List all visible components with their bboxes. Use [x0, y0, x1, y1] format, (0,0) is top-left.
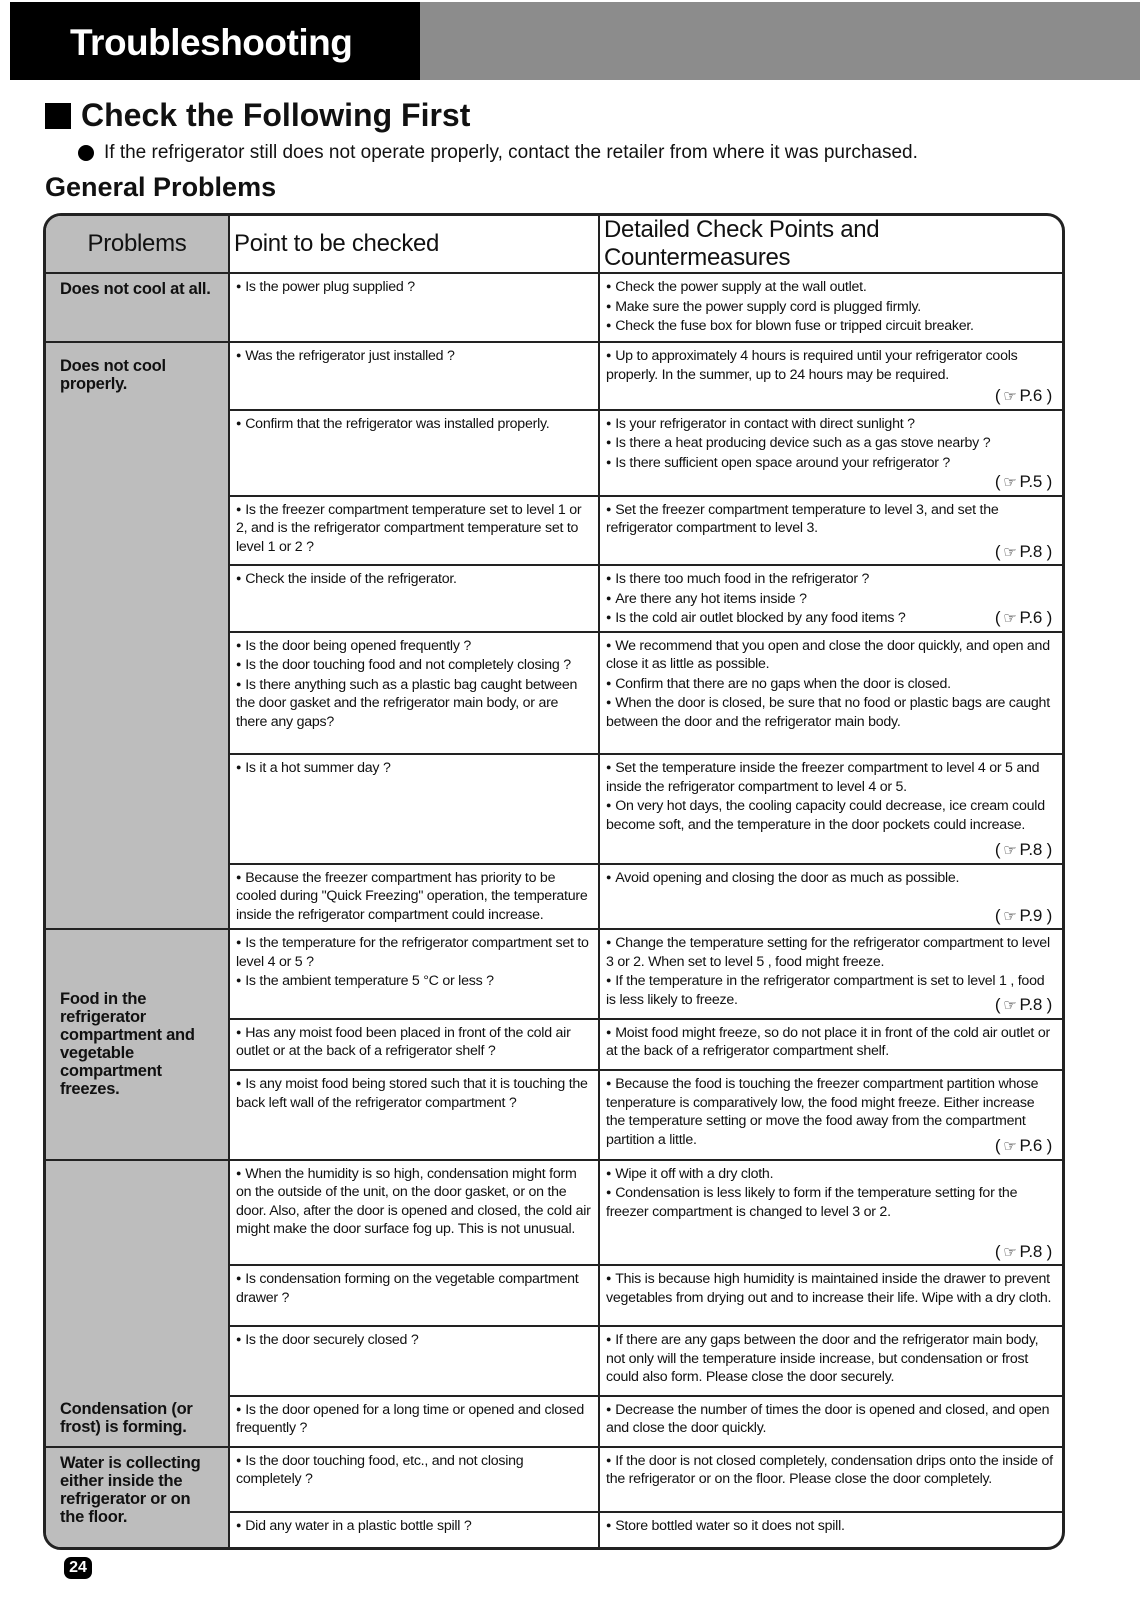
check-item: ● Is any moist food being stored such that it is touching the back left wall of the refrigerator compartment ? — [236, 1074, 592, 1112]
detail-item: ● Is the cold air outlet blocked by any food items ? — [606, 608, 1056, 628]
check-cell — [229, 1160, 599, 1265]
detail-item: ● Is there a heat producing device such as a gas stove nearby ? — [606, 433, 1056, 453]
pointing-hand-icon: ☞ — [1003, 388, 1017, 406]
check-cell — [229, 754, 599, 863]
pointing-hand-icon: ☞ — [1003, 1138, 1017, 1156]
section-title-text: Check the Following First — [81, 97, 471, 133]
check-cell — [229, 1512, 599, 1547]
problem-cell: Condensation (or frost) is forming. — [46, 1160, 229, 1447]
detail-item: ● Because the food is touching the freezer compartment partition whose tenperature is comparatively low, the food might freeze. Either increase the temperature setting or move the food away from the compartment partition a little. — [606, 1074, 1056, 1149]
check-item: ● Is there anything such as a plastic bag caught between the door gasket and the refrigerator main body, or are there any gaps? — [236, 675, 592, 732]
check-cell — [229, 1326, 599, 1395]
detail-cell — [599, 1512, 1062, 1547]
detail-item: ● This is because high humidity is maintained inside the drawer to prevent vegetables from drying out and to increase their life. Wipe with a dry cloth. — [606, 1269, 1056, 1307]
page-reference-text: P.6 — [1019, 608, 1043, 628]
page-reference: ( ☞ P.5 ) — [994, 472, 1052, 492]
page-title: Troubleshooting — [70, 22, 353, 63]
page-reference-text: P.5 — [1019, 472, 1043, 492]
detail-cell — [599, 565, 1062, 632]
check-cell — [229, 410, 599, 496]
detail-item: ● We recommend that you open and close the door quickly, and open and close it as little as possible. — [606, 636, 1056, 674]
detail-item: ● Are there any hot items inside ? — [606, 589, 1056, 609]
page-reference: ( ☞ P.8 ) — [994, 995, 1052, 1015]
table-row — [46, 273, 1062, 342]
page-reference: ( ☞ P.9 ) — [994, 905, 1052, 925]
detail-item: ● Set the temperature inside the freezer compartment to level 4 or 5 and inside the refrigerator compartment to level 4 or 5. — [606, 758, 1056, 796]
check-cell — [229, 1019, 599, 1070]
intro-note — [78, 142, 918, 164]
problem-cell: Does not cool properly. — [46, 342, 229, 929]
detail-cell — [599, 632, 1062, 755]
table-row — [46, 929, 1062, 1019]
page-reference: ( ☞ P.8 ) — [994, 541, 1052, 561]
page-reference: ( ☞ P.6 ) — [994, 1136, 1052, 1156]
detail-item: ● If there are any gaps between the door and the refrigerator main body, not only will the temperature inside increase, but condensation or frost could also form. Please close the door securely. — [606, 1330, 1056, 1387]
detail-item: ● Is there too much food in the refrigerator ? — [606, 569, 1056, 589]
pointing-hand-icon: ☞ — [1003, 842, 1017, 860]
check-item: ● Is the door being opened frequently ? — [236, 636, 592, 656]
check-item: ● Check the inside of the refrigerator. — [236, 569, 592, 589]
page-reference: ( ☞ P.6 ) — [994, 386, 1052, 406]
header-countermeasures: Detailed Check Points and Countermeasures — [599, 216, 1062, 273]
check-cell — [229, 864, 599, 929]
square-bullet-icon — [45, 103, 71, 129]
detail-item: ● If the temperature in the refrigerator compartment is set to level 1 , food is less likely to freeze. — [606, 971, 1056, 1009]
check-cell — [229, 273, 599, 342]
detail-cell — [599, 1396, 1062, 1447]
detail-item: ● Store bottled water so it does not spill. — [606, 1516, 1056, 1536]
check-item: ● Is the freezer compartment temperature set to level 1 or 2, and is the refrigerator compartment temperature set to level 1 or 2 ? — [236, 500, 592, 557]
check-cell — [229, 1396, 599, 1447]
check-cell — [229, 496, 599, 565]
problem-cell: Water is collecting either inside the refrigerator or on the floor. — [46, 1447, 229, 1547]
detail-cell — [599, 1160, 1062, 1265]
detail-item: ● If the door is not closed completely, condensation drips onto the inside of the refrigerator or on the floor. Please close the door completely. — [606, 1451, 1056, 1489]
page-reference-text: P.8 — [1019, 995, 1043, 1015]
page-reference: ( ☞ P.6 ) — [994, 608, 1052, 628]
check-item: ● Is the door securely closed ? — [236, 1330, 592, 1350]
problem-cell: Does not cool at all. — [46, 273, 229, 342]
detail-cell — [599, 342, 1062, 409]
detail-cell — [599, 929, 1062, 1019]
check-cell — [229, 1265, 599, 1326]
section-title — [45, 97, 470, 134]
check-item: ● Has any moist food been placed in front of the cold air outlet or at the back of a refrigerator shelf ? — [236, 1023, 592, 1061]
detail-item: ● Check the power supply at the wall outlet. — [606, 277, 1056, 297]
detail-item: ● Moist food might freeze, so do not place it in front of the cold air outlet or at the back of a refrigerator compartment shelf. — [606, 1023, 1056, 1061]
table-row — [46, 1447, 1062, 1512]
detail-item: ● Make sure the power supply cord is plugged firmly. — [606, 297, 1056, 317]
detail-cell — [599, 1265, 1062, 1326]
header-point-checked: Point to be checked — [229, 216, 599, 273]
detail-item: ● Set the freezer compartment temperature to level 3, and set the refrigerator compartment to level 3. — [606, 500, 1056, 538]
detail-cell — [599, 1019, 1062, 1070]
dot-bullet-icon — [78, 145, 94, 161]
detail-cell — [599, 1447, 1062, 1512]
check-item: ● Confirm that the refrigerator was installed properly. — [236, 414, 592, 434]
pointing-hand-icon: ☞ — [1003, 1243, 1017, 1261]
check-item: ● Did any water in a plastic bottle spill ? — [236, 1516, 592, 1536]
detail-item: ● Check the fuse box for blown fuse or tripped circuit breaker. — [606, 316, 1056, 336]
page-reference-text: P.9 — [1019, 905, 1043, 925]
page-number: 24 — [64, 1557, 92, 1579]
header-problems: Problems — [46, 216, 229, 273]
table-row — [46, 342, 1062, 409]
check-item: ● Because the freezer compartment has priority to be cooled during "Quick Freezing" operation, the temperature inside the refrigerator compartment could increase. — [236, 868, 592, 925]
pointing-hand-icon: ☞ — [1003, 907, 1017, 925]
detail-cell — [599, 754, 1062, 863]
detail-cell — [599, 1070, 1062, 1160]
check-item: ● When the humidity is so high, condensation might form on the outside of the unit, on the door gasket, or on the door. Also, after the door is opened and closed, the cold air might make the door surface fog up. This is not unusual. — [236, 1164, 592, 1239]
detail-cell — [599, 410, 1062, 496]
detail-item: ● Change the temperature setting for the refrigerator compartment to level 3 or 2. When set to level 5 , food might freeze. — [606, 933, 1056, 971]
page-reference-text: P.6 — [1019, 1136, 1043, 1156]
page-reference-text: P.8 — [1019, 840, 1043, 860]
check-item: ● Is the temperature for the refrigerator compartment set to level 4 or 5 ? — [236, 933, 592, 971]
detail-item: ● Wipe it off with a dry cloth. — [606, 1164, 1056, 1184]
check-item: ● Is the power plug supplied ? — [236, 277, 592, 297]
check-item: ● Is it a hot summer day ? — [236, 758, 592, 778]
subheading: General Problems — [45, 172, 277, 202]
detail-item: ● Is there sufficient open space around your refrigerator ? — [606, 453, 1056, 473]
pointing-hand-icon: ☞ — [1003, 610, 1017, 628]
detail-item: ● Is your refrigerator in contact with direct sunlight ? — [606, 414, 1056, 434]
intro-text: If the refrigerator still does not operate properly, contact the retailer from where it was purchased. — [104, 142, 918, 163]
detail-cell — [599, 864, 1062, 929]
detail-item: ● On very hot days, the cooling capacity could decrease, ice cream could become soft, and the temperature in the door pockets could increase. — [606, 796, 1056, 834]
pointing-hand-icon: ☞ — [1003, 543, 1017, 561]
check-item: ● Is the ambient temperature 5 °C or less ? — [236, 971, 592, 991]
detail-item: ● When the door is closed, be sure that no food or plastic bags are caught between the door and the refrigerator main body. — [606, 693, 1056, 731]
page-reference-text: P.8 — [1019, 541, 1043, 561]
detail-cell — [599, 273, 1062, 342]
page-reference-text: P.6 — [1019, 386, 1043, 406]
detail-item: ● Decrease the number of times the door is opened and closed, and open and close the door quickly. — [606, 1400, 1056, 1438]
check-item: ● Is condensation forming on the vegetable compartment drawer ? — [236, 1269, 592, 1307]
detail-item: ● Confirm that there are no gaps when the door is closed. — [606, 674, 1056, 694]
check-cell — [229, 1447, 599, 1512]
check-cell — [229, 1070, 599, 1160]
check-item: ● Was the refrigerator just installed ? — [236, 346, 592, 366]
page-reference-text: P.8 — [1019, 1241, 1043, 1261]
problem-cell: Food in the refrigerator compartment and vegetable compartment freezes. — [46, 929, 229, 1160]
check-cell — [229, 929, 599, 1019]
table-row — [46, 1160, 1062, 1265]
detail-cell — [599, 496, 1062, 565]
detail-cell — [599, 1326, 1062, 1395]
detail-item: ● Up to approximately 4 hours is required until your refrigerator cools properly. In the summer, up to 24 hours may be required. — [606, 346, 1056, 384]
detail-item: ● Avoid opening and closing the door as much as possible. — [606, 868, 1056, 888]
page-reference: ( ☞ P.8 ) — [994, 840, 1052, 860]
check-cell — [229, 632, 599, 755]
check-cell — [229, 342, 599, 409]
check-item: ● Is the door touching food and not completely closing ? — [236, 655, 592, 675]
pointing-hand-icon: ☞ — [1003, 997, 1017, 1015]
pointing-hand-icon: ☞ — [1003, 474, 1017, 492]
detail-item: ● Condensation is less likely to form if the temperature setting for the freezer compartment is changed to level 3 or 2. — [606, 1183, 1056, 1221]
check-item: ● Is the door opened for a long time or opened and closed frequently ? — [236, 1400, 592, 1438]
page-reference: ( ☞ P.8 ) — [994, 1241, 1052, 1261]
check-item: ● Is the door touching food, etc., and not closing completely ? — [236, 1451, 592, 1489]
check-cell — [229, 565, 599, 632]
troubleshooting-table — [43, 213, 1065, 1550]
